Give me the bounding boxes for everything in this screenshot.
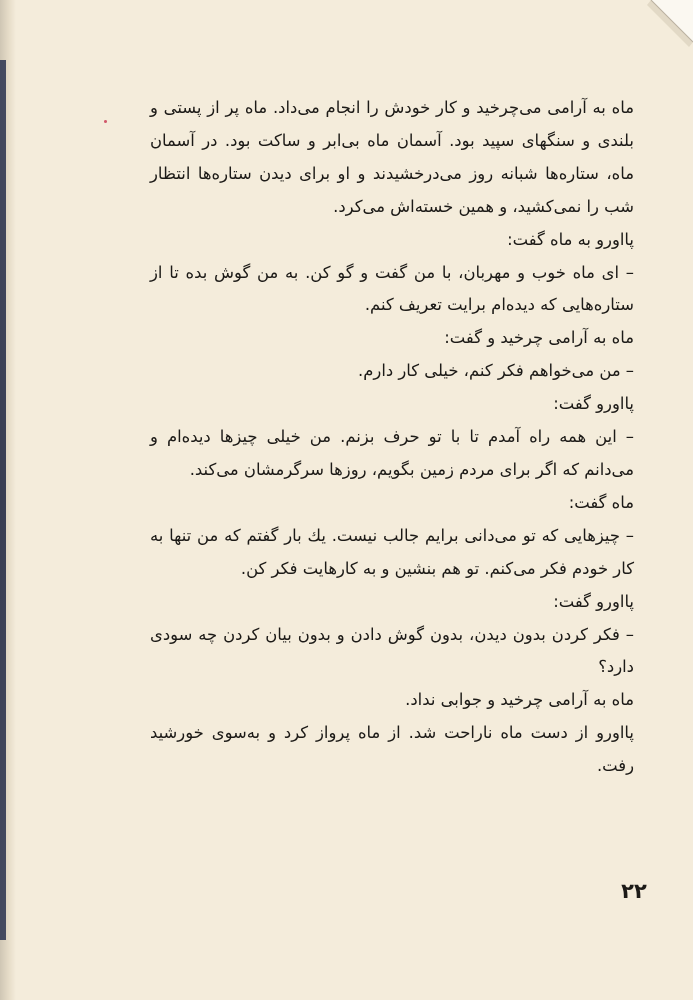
- story-text: [150, 92, 634, 783]
- paragraph-narration: پااورو از دست ماه ناراحت شد. از ماه پرواز کرد و به‌سوی خورشید رفت.: [150, 723, 634, 776]
- paragraph-dialogue-intro: ماه گفت:: [568, 492, 634, 512]
- paragraph-dialogue: – من می‌خواهم فکر کنم، خیلی کار دارم.: [358, 361, 634, 381]
- page-corner-fold: [633, 0, 693, 60]
- page-number: ۲۲: [621, 879, 647, 903]
- paragraph-moon-description: ماه به آرامی می‌چرخید و کار خودش را انجام می‌داد. ماه پر از پستی و بلندی و سنگهای سپید بود. آسمان ماه بی‌ابر و ساکت بود. در آسمان ماه، ستاره‌ها شبانه روز می‌درخشیدند و او برای دیدن ستاره‌ها انتظار شب را نمی‌کشید، و همین خسته‌اش می‌کرد.: [150, 98, 634, 216]
- paragraph-narration: ماه به آرامی چرخید و جوابی نداد.: [405, 690, 634, 710]
- corner-fold-graphic: [633, 0, 693, 60]
- ink-speck: [104, 120, 107, 123]
- paragraph-dialogue: – فکر کردن بدون دیدن، بدون گوش دادن و بدون بیان کردن چه سودی دارد؟: [150, 624, 634, 677]
- book-spine-edge: [0, 60, 6, 940]
- paragraph-dialogue: – این همه راه آمدم تا با تو حرف بزنم. من خیلی چیزها دیده‌ام و می‌دانم که اگر برای مردم زمین بگویم، روزها سرگرمشان می‌کند.: [150, 427, 634, 479]
- paragraph-dialogue: – ای ماه خوب و مهربان، با من گفت و گو کن. به من گوش بده تا از ستاره‌هایی که دیده‌ام برایت تعریف کنم.: [150, 262, 634, 315]
- paragraph-dialogue-intro: ماه به آرامی چرخید و گفت:: [444, 328, 634, 348]
- paragraph-dialogue-intro: پااورو گفت:: [553, 394, 634, 414]
- paragraph-dialogue-intro: پااورو گفت:: [553, 591, 634, 611]
- paragraph-dialogue: – چیزهایی که تو می‌دانی برایم جالب نیست. یك بار گفتم که من تنها به کار خودم فکر می‌کنم. تو هم بنشین و به کارهایت فکر کن.: [150, 525, 634, 578]
- paragraph-dialogue-intro: پااورو به ماه گفت:: [507, 229, 634, 249]
